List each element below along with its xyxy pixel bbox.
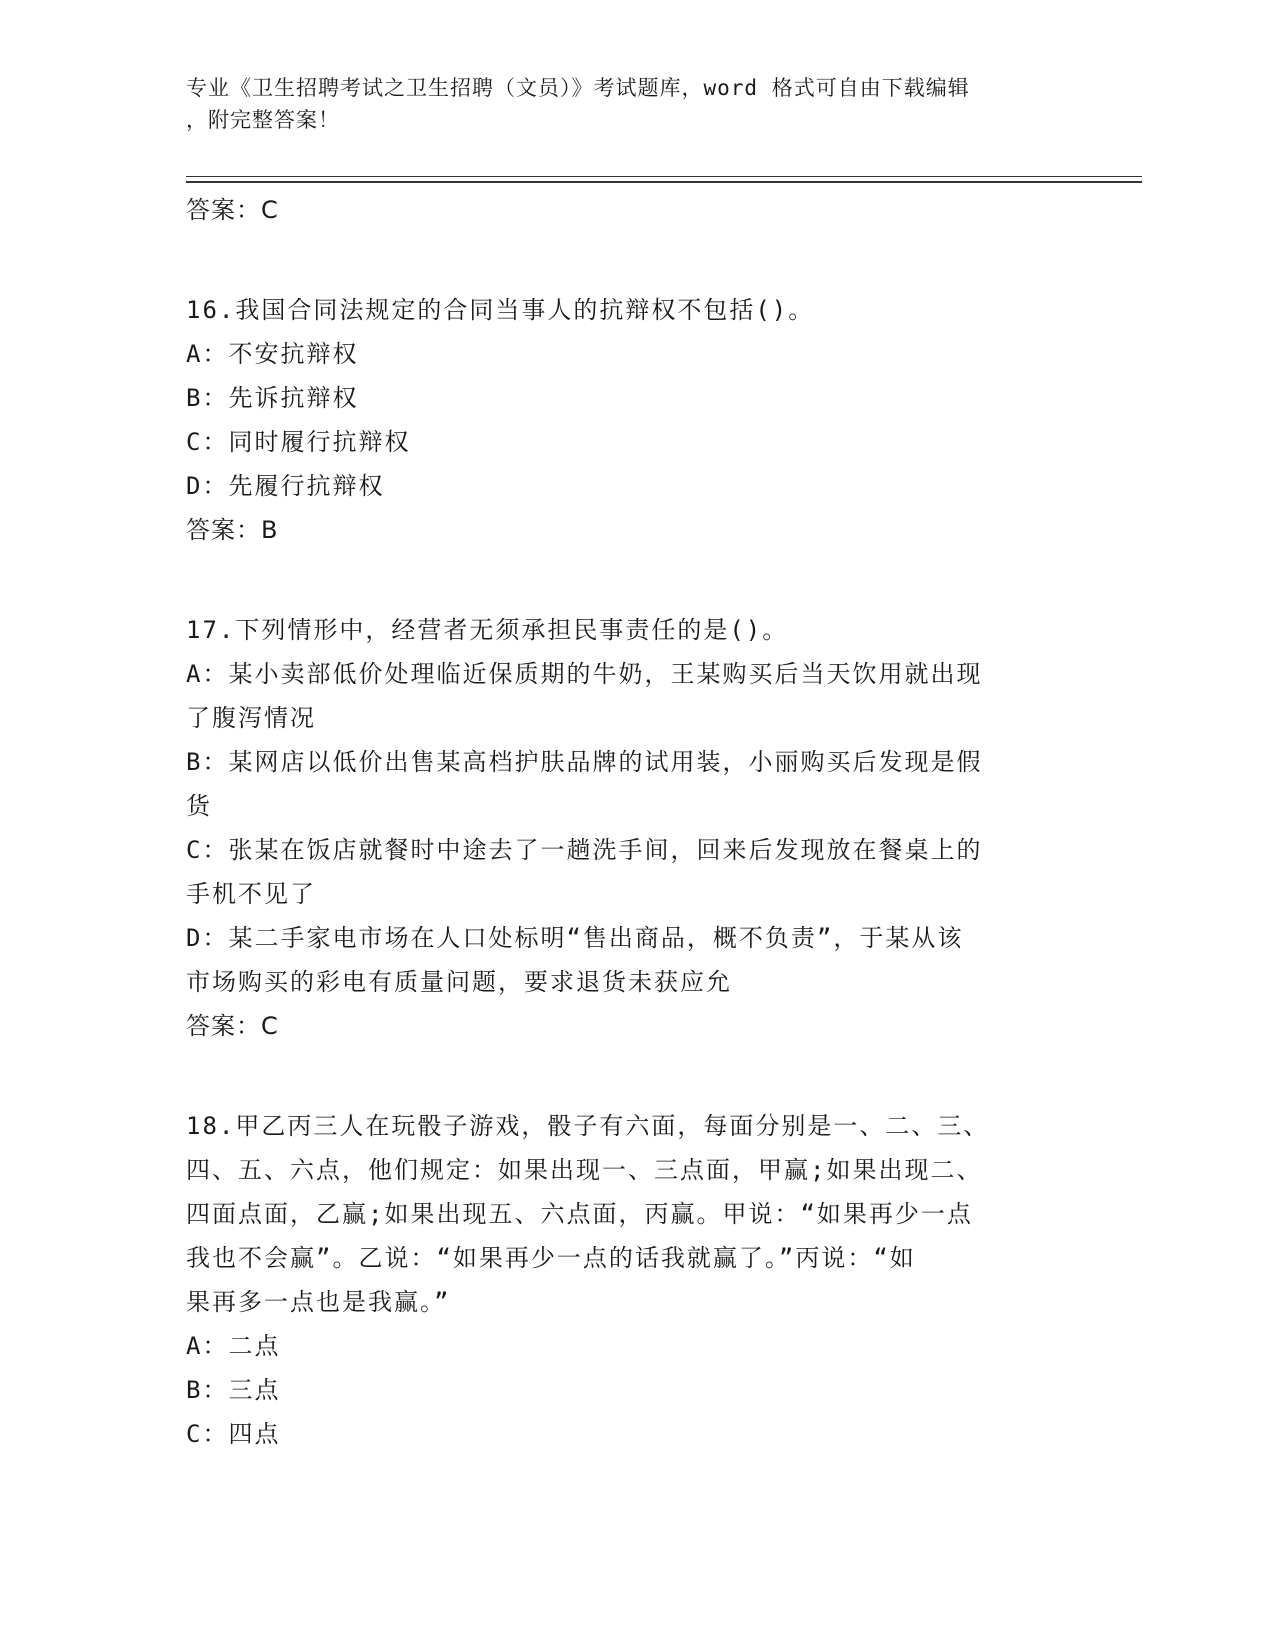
answer-line: 答案：C <box>186 196 279 224</box>
document-body <box>186 188 1066 1456</box>
question-block <box>186 608 1066 1048</box>
option-text-line: 手机不见了 <box>186 880 316 908</box>
option-c: C：同时履行抗辩权 <box>186 428 411 456</box>
question-stem: 17.下列情形中，经营者无须承担民事责任的是()。 <box>186 616 789 644</box>
option-d <box>186 916 1066 1004</box>
option-b: B：先诉抗辩权 <box>186 384 359 412</box>
option-b: B：三点 <box>186 1376 281 1404</box>
option-a: A：二点 <box>186 1332 281 1360</box>
option-text-line: 货 <box>186 792 212 820</box>
stem-text-line: 四、五、六点，他们规定：如果出现一、三点面，甲赢;如果出现二、 <box>186 1156 983 1184</box>
stem-text-line: 四面点面，乙赢;如果出现五、六点面，丙赢。甲说：“如果再少一点 <box>186 1200 973 1228</box>
option-a: A：不安抗辩权 <box>186 340 359 368</box>
stem-text-line: 我也不会赢”。乙说：“如果再少一点的话我就赢了。”丙说：“如 <box>186 1244 916 1272</box>
option-c <box>186 828 1066 916</box>
header-divider-thick <box>186 181 1142 183</box>
option-text-line: B：某网店以低价出售某高档护肤品牌的试用装，小丽购买后发现是假 <box>186 748 983 776</box>
question-block <box>186 1104 1066 1456</box>
option-text-line: A：某小卖部低价处理临近保质期的牛奶，王某购买后当天饮用就出现 <box>186 660 983 688</box>
page-header <box>186 72 1066 136</box>
stem-text-line: 18.甲乙丙三人在玩骰子游戏，骰子有六面，每面分别是一、二、三、 <box>186 1112 990 1140</box>
header-divider-thin <box>186 176 1142 177</box>
answer-line: 答案：C <box>186 1012 279 1040</box>
option-d: D：先履行抗辩权 <box>186 472 385 500</box>
option-text-line: 了腹泻情况 <box>186 704 316 732</box>
header-line-1: 专业《卫生招聘考试之卫生招聘（文员）》考试题库，word 格式可自由下载编辑 <box>186 76 970 100</box>
question-stem: 16.我国合同法规定的合同当事人的抗辩权不包括()。 <box>186 296 815 324</box>
header-line-2: ，附完整答案！ <box>186 108 340 132</box>
spacer <box>186 1048 1066 1104</box>
option-text-line: 市场购买的彩电有质量问题，要求退货未获应允 <box>186 968 732 996</box>
stem-text-line: 果再多一点也是我赢。” <box>186 1288 451 1316</box>
option-text-line: D：某二手家电市场在人口处标明“售出商品，概不负责”，于某从该 <box>186 924 964 952</box>
option-a <box>186 652 1066 740</box>
option-text-line: C：张某在饭店就餐时中途去了一趟洗手间，回来后发现放在餐桌上的 <box>186 836 983 864</box>
spacer <box>186 552 1066 608</box>
option-b <box>186 740 1066 828</box>
option-c: C：四点 <box>186 1420 281 1448</box>
question-block <box>186 288 1066 552</box>
spacer <box>186 232 1066 288</box>
question-stem <box>186 1104 1066 1324</box>
answer-line: 答案：B <box>186 516 279 544</box>
